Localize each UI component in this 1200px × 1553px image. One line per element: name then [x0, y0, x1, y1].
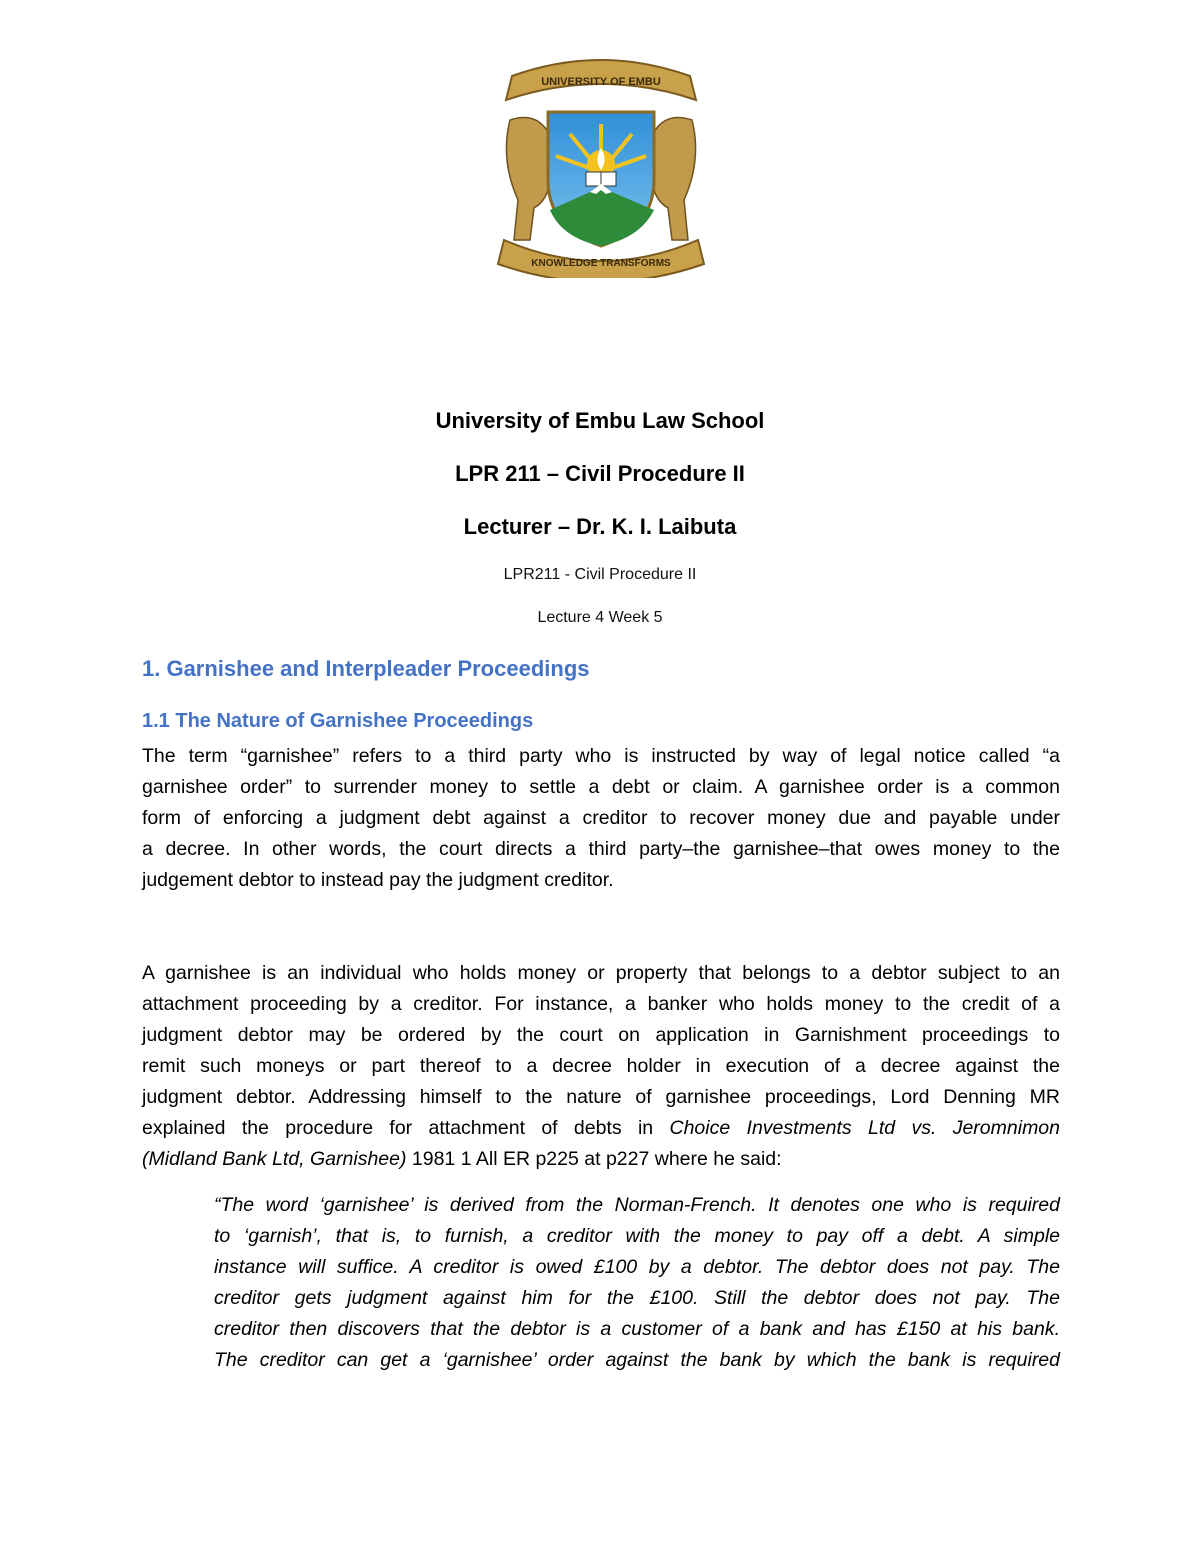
crest-top-banner-text: UNIVERSITY OF EMBU: [541, 76, 661, 88]
paragraph-line: judgment debtor may be ordered by the court on application in Garnishment proceedings to: [142, 1024, 1060, 1046]
paragraph-text: explained the procedure for attachment of debts in: [142, 1117, 670, 1139]
course-subtitle: LPR211 - Civil Procedure II: [503, 566, 697, 583]
quote-line: creditor gets judgment against him for the £100. Still the debtor does not pay. The: [214, 1287, 1060, 1309]
quote-line: instance will suffice. A creditor is owed £100 by a debtor. The debtor does not pay. The: [214, 1256, 1060, 1278]
school-title: University of Embu Law School: [435, 408, 765, 433]
right-elephant-icon: [650, 118, 696, 241]
paragraph-line: garnishee order” to surrender money to settle a debt or claim. A garnishee order is a common: [142, 776, 1060, 798]
paragraph-text: 1981 1 All ER p225 at p227 where he said:: [406, 1148, 782, 1170]
paragraph-line: A garnishee is an individual who holds money or property that belongs to a debtor subject to an: [142, 962, 1060, 984]
case-citation: Choice Investments Ltd vs. Jeromnimon: [669, 1117, 1060, 1139]
university-crest-logo: [490, 50, 712, 278]
paragraph-line: judgment debtor. Addressing himself to the nature of garnishee proceedings, Lord Denning MR: [142, 1086, 1060, 1108]
paragraph-line: judgement debtor to instead pay the judgment creditor.: [142, 869, 614, 891]
case-citation: (Midland Bank Ltd, Garnishee): [142, 1148, 407, 1170]
block-quote: [214, 1190, 1060, 1376]
paragraph-line: [142, 1144, 1060, 1175]
paragraph-line: The term “garnishee” refers to a third party who is instructed by way of legal notice called “a: [142, 745, 1060, 767]
paragraph-line: [142, 1113, 1060, 1144]
section-heading-1: 1. Garnishee and Interpleader Proceedings: [142, 656, 590, 681]
section-heading-1-1: 1.1 The Nature of Garnishee Proceedings: [142, 710, 534, 732]
quote-line: “The word ‘garnishee’ is derived from the Norman-French. It denotes one who is required: [214, 1194, 1060, 1216]
quote-line: creditor then discovers that the debtor is a customer of a bank and has £150 at his bank.: [214, 1318, 1060, 1340]
lecture-subtitle: Lecture 4 Week 5: [537, 609, 663, 626]
course-title: LPR 211 – Civil Procedure II: [455, 461, 745, 486]
paragraph-2: [142, 958, 1060, 1175]
quote-line: to ‘garnish’, that is, to furnish, a creditor with the money to pay off a debt. A simple: [214, 1225, 1060, 1247]
left-elephant-icon: [506, 118, 552, 241]
paragraph-line: form of enforcing a judgment debt against a creditor to recover money due and payable under: [142, 807, 1060, 829]
paragraph-line: attachment proceeding by a creditor. For instance, a banker who holds money to the credit of a: [142, 993, 1060, 1015]
paragraph-line: a decree. In other words, the court directs a third party–the garnishee–that owes money to the: [142, 838, 1060, 860]
paragraph-line: remit such moneys or part thereof to a decree holder in execution of a decree against the: [142, 1055, 1060, 1077]
crest-bottom-banner-text: KNOWLEDGE TRANSFORMS: [531, 258, 671, 269]
quote-line: The creditor can get a ‘garnishee’ order against the bank by which the bank is required: [214, 1349, 1060, 1371]
paragraph-1: [142, 741, 1060, 896]
lecturer-title: Lecturer – Dr. K. I. Laibuta: [463, 514, 737, 539]
